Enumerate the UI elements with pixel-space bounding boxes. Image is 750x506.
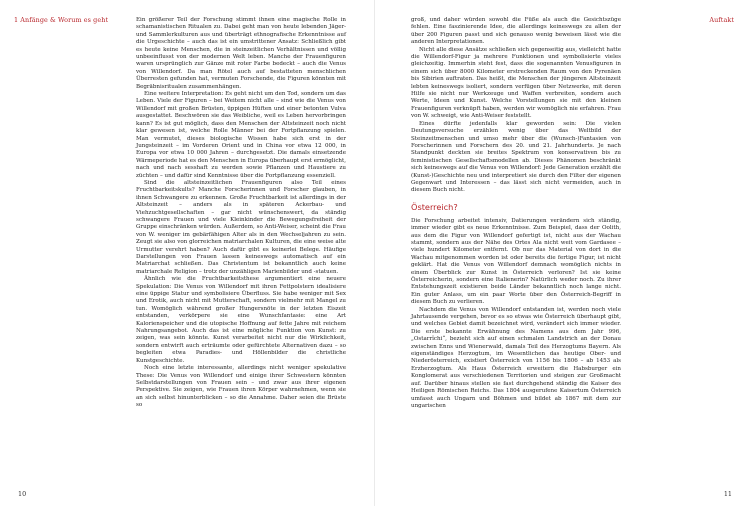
body-paragraph: groß, und daher würden sowohl die Füße als auch die Gesichtszüge fehlen. Eine faszinierende Idee, die allerdings keineswegs zu allen der über 200 Figuren passt und sich genauso wenig beweisen lässt wie die anderen Interpretationen.	[411, 17, 621, 46]
page-number-left: 10	[18, 490, 27, 498]
body-paragraph: Ähnlich wie die Fruchtbarkeitsthese argumentiert eine neuere Spekulation: Die Venus von Willendorf mit ihren Fettpolstern idealisiere eine üppige Statur und symbolisiere Überfluss. Sie habe weniger mit Sex und Erotik, auch nicht mit Mutterschaft, sondern vielmehr mit Mangel zu tun. Womöglich während großer Hungersnöte in der letzten Eiszeit entstanden, verkörpere sie eine Wunschfantasie: eine Art Kalorienspeicher und die utopische Hoffnung auf fette Jahre mit reichem Nahrungsangebot. Auch das ist eine mögliche Funktion von Kunst: zu zeigen, was sein könnte. Kunst verarbeitet nicht nur die Wirklichkeit, sondern entwirft auch erträumte oder gefürchtete Alternativen dazu – so begleiten etwa Paradies- und Höllenbilder die christliche Kunstgeschichte.	[136, 276, 346, 364]
right-page	[375, 0, 750, 506]
running-head-left: 1 Anfänge & Worum es geht	[14, 16, 109, 24]
right-text-block	[411, 17, 621, 410]
running-head-right: Auftakt	[709, 16, 734, 24]
body-paragraph: Eine weitere Interpretation: Es geht nicht um den Tod, sondern um das Leben. Viele der Figuren – bei Weitem nicht alle – sind wie die Venus von Willendorf mit großen Brüsten, üppigen Hüften und einer betonten Vulva ausgestattet. Beschwören sie das Weibliche, weil es Leben hervorbringen kann? Es ist gut möglich, dass den Menschen der Altsteinzeit noch nicht klar gewesen ist, welche Rolle Männer bei der Fortpflanzung spielen. Man vermutet, dieses biologische Wissen habe sich erst in der Jungsteinzeit – im Vorderen Orient und in China vor etwa 12 000, in Europa vor etwa 10 000 Jahren – durchgesetzt. Die damals einsetzende Wärmeperiode hat es den Menschen in Europa überhaupt erst ermöglicht, nach und nach sesshaft zu werden sowie Pflanzen und Haustiere zu züchten – und dafür sind Kenntnisse über die Fortpflanzung essenziell.	[136, 91, 346, 179]
body-paragraph: Sind die altsteinzeitlichen Frauenfiguren also Teil eines Fruchtbarkeitskults? Manche Forscherinnen und Forscher glauben, in ihnen Schwangere zu erkennen. Große Fruchtbarkeit ist allerdings in der Altsteinzeit – anders als in späteren Ackerbau- und Viehzuchtgesellschaften – gar nicht wünschenswert, da ständig schwangere Frauen und viele Kleinkinder die Bewegungsfreiheit der Gruppe einschränken würden. Außerdem, so Anti-Weiser, scheint die Frau von W. weniger im gebärfähigen Alter als in den Wechseljahren zu sein. Zeugt sie also von glorreichen matriarchalen Kulturen, die eine weise alte Urmutter verehrt haben? Auch dafür gibt es keinerlei Belege. Häufige Darstellungen von Frauen lassen keineswegs automatisch auf ein Matriarchat schließen. Das Christentum ist bekanntlich auch keine matriarchale Religion – trotz der unzähligen Marienbilder und -statuen.	[136, 179, 346, 275]
body-paragraph: Nicht alle diese Ansätze schließen sich gegenseitig aus, vielleicht hatte die Willendorf-Figur ja mehrere Funktionen und symbolisierte vieles gleichzeitig. Immerhin steht fest, dass die sogenannten Venusfiguren in einem sich über 8000 Kilometer erstreckenden Raum von den Pyrenäen bis Sibirien auftraten. Das heißt, die Menschen der jüngeren Altsteinzeit lebten keineswegs isoliert, sondern verfügen über Netzwerke, mit deren Hilfe sie nicht nur Werkzeuge und Waffen verbreiten, sondern auch Werte, Ideen und Kunst. Welche Vorstellungen sie mit den kleinen Frauenfiguren verknüpft haben, werden wir womöglich nie erfahren. Frau von W. schweigt, wie Anti-Weiser feststellt.	[411, 46, 621, 120]
body-paragraph: Nachdem die Venus von Willendorf entstanden ist, werden noch viele Jahrtausende vergehen, bevor es so etwas wie Österreich überhaupt gibt, und welches Gebiet damit bezeichnet wird, verändert sich immer wieder. Die erste bekannte Erwähnung des Namens aus dem Jahr 996, „Ostarrîchi“, bezieht sich auf einen schmalen Landstrich an der Donau zwischen Enns und Wienerwald, damals Teil des Herzogtums Bayern. Als eigenständiges Herzogtum, im Wesentlichen das heutige Ober- und Niederösterreich, existiert Österreich von 1156 bis 1806 – ab 1453 als Erzherzogtum. Als Haus Österreich erweitern die Habsburger ein Konglomerat aus verschiedenen Territorien und steigen zur Großmacht auf. Darüber hinaus stellen sie fast durchgehend ständig die Kaiser des Heiligen Römischen Reichs. Das 1804 ausgerufene Kaisertum Österreich umfasst auch Ungarn und Böhmen und bildet ab 1867 mit dem zur ungarischen	[411, 306, 621, 409]
body-paragraph: Eines dürfte jedenfalls klar geworden sein: Die vielen Deutungsversuche erzählen wenig über das Weltbild der Steinzeitmenschen und umso mehr über die (Wunsch-)Fantasien von Forscherinnen und Forschern des 20. und 21. Jahrhunderts. Je nach Standpunkt deckten sie breites Spektrum von konservativen bis zu feministischen Gesellschaftsmodellen ab. Dieses Phänomen beschränkt sich keineswegs auf die Venus von Willendorf: Jede Generation erzählt die (Kunst-)Geschichte neu und interpretiert sie durch den Filter der eigenen Gegenwart und Interessen – das lässt sich nicht vermeiden, auch in diesem Buch nicht.	[411, 120, 621, 194]
section-heading: Österreich?	[411, 201, 458, 212]
left-text-block	[136, 17, 346, 410]
body-paragraph: Ein größerer Teil der Forschung stimmt ihnen eine magische Rolle in schamanistischen Ritualen zu. Dabei geht man von heute lebenden Jäger- und Sammlerkulturen aus und überträgt ethnografische Erkenntnisse auf die Urgeschichte – auch das ist ein umstrittener Ansatz: Schließlich gibt es heute keine Menschen, die in steinzeitlichen Verhältnissen und völlig unbeeinflusst von der modernen Welt leben. Manche der Frauenfiguren waren ursprünglich zur Gänze mit roter Farbe bedeckt – auch die Venus von Willendorf. Da man Rötel auch auf bestatteten menschlichen Überresten gefunden hat, vermuten Forschende, die Figuren könnten mit Begräbnisritualen zusammenhängen.	[136, 17, 346, 90]
body-paragraph: Noch eine letzte interessante, allerdings nicht weniger spekulative These: Die Venus von Willendorf und einige ihrer Schwestern könnten Selbstdarstellungen von Frauen sein – und zwar aus ihrer eigenen Perspektive. Sie zeigen, wie Frauen ihren Körper wahrnehmen, wenn sie an sich selbst hinunterblicken – so die Annahme. Daher seien die Brüste so	[136, 365, 346, 409]
page-number-right: 11	[723, 490, 732, 498]
body-paragraph: Die Forschung arbeitet intensiv, Datierungen verändern sich ständig, immer wieder gibt es neue Erkenntnisse. Zum Beispiel, dass der Oolith, aus dem die Figur von Willendorf gefertigt ist, nicht aus der Wachau stammt, sondern aus der Nähe des Ortes Ala nicht weit vom Gardasee – viele hundert Kilometer entfernt. Ob nur das Material von dort in die Wachau mitgenommen worden ist oder bereits die fertige Figur, ist nicht geklärt. Hat die Venus von Willendorf demnach womöglich nichts in einem Überblick zur Kunst in Österreich verloren? Ist sie keine Österreicherin, sondern eine Italienerin? Natürlich weder noch. Zu ihrer Entstehungszeit existieren beide Länder bekanntlich noch lange nicht. Ein guter Anlass, um ein paar Worte über den Österreich-Begriff in diesem Buch zu verlieren.	[411, 217, 621, 306]
